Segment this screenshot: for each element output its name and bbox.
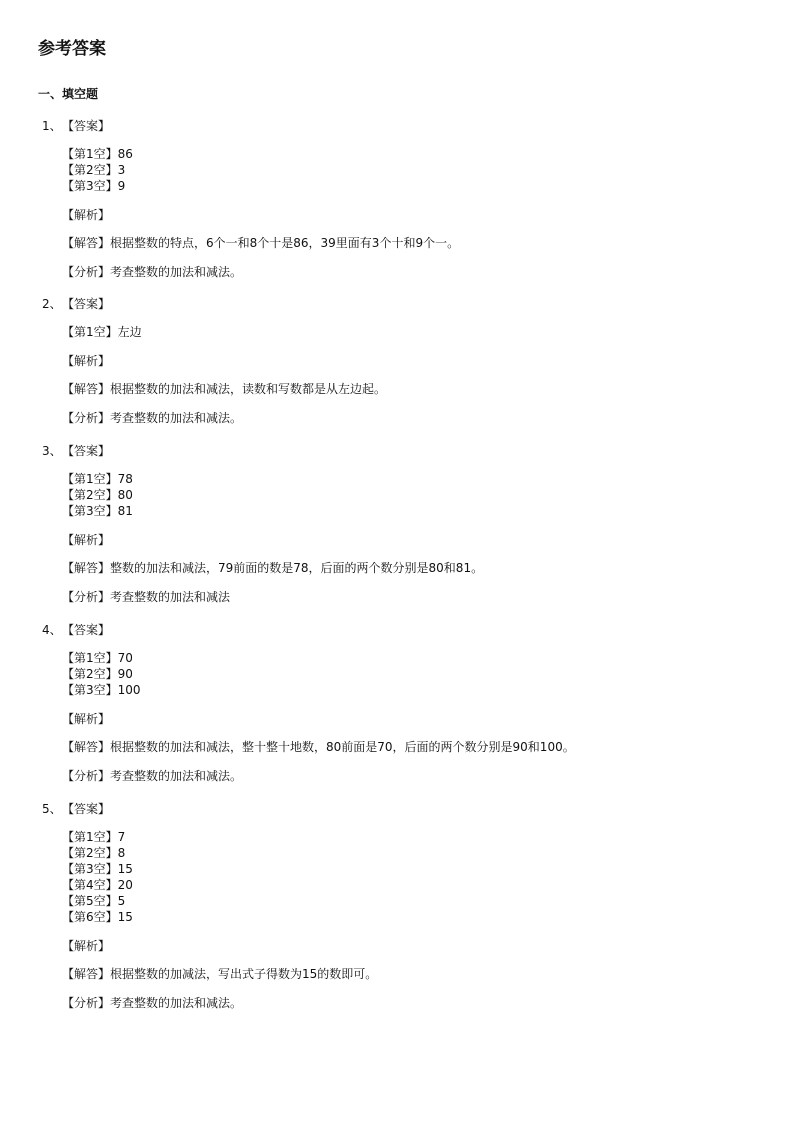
analysis-label: 【解析】 [62,533,111,547]
solution-text: 【解答】根据整数的加减法，写出式子得数为15的数即可。 [62,967,378,981]
answer-blanks [62,650,141,698]
answer-blank: 【第2空】90 [62,667,133,681]
solution-text: 【解答】根据整数的加法和减法，整十整十地数，80前面是70，后面的两个数分别是90和100。 [62,740,575,754]
answer-blanks [62,471,133,519]
solution-text: 【解答】根据整数的特点，6个一和8个十是86，39里面有3个十和9个一。 [62,236,460,250]
question-header [42,118,110,134]
question-number: 4、 [42,623,62,637]
answer-label: 【答案】 [62,444,111,458]
answer-label: 【答案】 [62,623,111,637]
answer-blank: 【第2空】8 [62,846,126,860]
answer-blank: 【第2空】80 [62,488,133,502]
answer-blank: 【第3空】81 [62,504,133,518]
answer-blanks [62,829,133,925]
answer-blank: 【第1空】78 [62,472,133,486]
answer-label: 【答案】 [62,297,111,311]
analysis-label: 【解析】 [62,354,111,368]
answer-blanks [62,146,133,194]
answer-label: 【答案】 [62,119,111,133]
question-header [42,296,110,312]
answer-blank: 【第1空】7 [62,830,126,844]
analysis-label: 【解析】 [62,939,111,953]
note-text: 【分析】考查整数的加法和减法。 [62,411,243,425]
answer-blank: 【第4空】20 [62,878,133,892]
answer-blank: 【第1空】左边 [62,325,142,339]
answer-blanks [62,324,142,340]
answer-blank: 【第1空】70 [62,651,133,665]
answer-blank: 【第6空】15 [62,910,133,924]
question-number: 1、 [42,119,62,133]
answer-blank: 【第5空】5 [62,894,126,908]
page-title: 参考答案 [38,39,106,59]
question-number: 5、 [42,802,62,816]
answer-label: 【答案】 [62,802,111,816]
analysis-label: 【解析】 [62,712,111,726]
question-header [42,801,110,817]
question-header [42,443,110,459]
answer-blank: 【第3空】15 [62,862,133,876]
note-text: 【分析】考查整数的加法和减法。 [62,996,243,1010]
note-text: 【分析】考查整数的加法和减法。 [62,265,243,279]
question-header [42,622,110,638]
section-heading: 一、填空题 [38,87,99,101]
solution-text: 【解答】根据整数的加法和减法，读数和写数都是从左边起。 [62,382,387,396]
answer-blank: 【第1空】86 [62,147,133,161]
answer-blank: 【第2空】3 [62,163,126,177]
question-number: 3、 [42,444,62,458]
answer-blank: 【第3空】9 [62,179,126,193]
analysis-label: 【解析】 [62,208,111,222]
answer-blank: 【第3空】100 [62,683,141,697]
note-text: 【分析】考查整数的加法和减法 [62,590,231,604]
note-text: 【分析】考查整数的加法和减法。 [62,769,243,783]
solution-text: 【解答】整数的加法和减法，79前面的数是78，后面的两个数分别是80和81。 [62,561,484,575]
question-number: 2、 [42,297,62,311]
